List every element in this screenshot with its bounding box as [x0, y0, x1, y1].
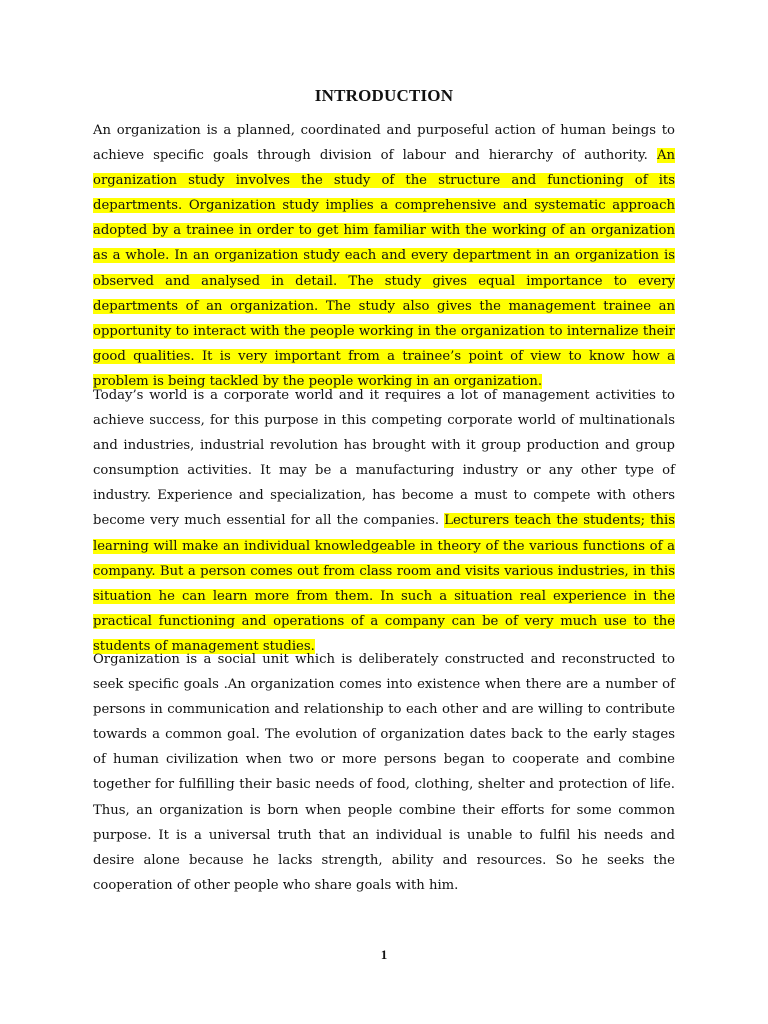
- page-number: 1: [380, 947, 388, 962]
- paragraph-1-text: An organization is a planned, coordinated and purposeful action of human beings to achieve specific goals through division of labour and hierarchy of authority.: [93, 123, 675, 164]
- paragraph-3: [93, 647, 675, 898]
- page-title: INTRODUCTION: [314, 86, 454, 105]
- paragraph-1: [93, 118, 675, 394]
- paragraph-3-text: Organization is a social unit which is deliberately constructed and reconstructed to seek specific goals .An organization comes into existence when there are a number of persons in communication and relationship to each other and are willing to contribute towards a common goal. The evolution of organization dates back to the early stages of human civilization when two or more persons began to cooperate and combine together for fulfilling their basic needs of food, clothing, shelter and protection of life. Thus, an organization is born when people combine their efforts for some common purpose. It is a universal truth that an individual is unable to fulfil his needs and desire alone because he lacks strength, ability and resources. So he seeks the cooperation of other people who share goals with him.: [93, 652, 675, 893]
- paragraph-2-text: Today’s world is a corporate world and it requires a lot of management activities to achieve success, for this purpose in this competing corporate world of multinationals and industries, industrial revolution has brought with it group production and group consumption activities. It may be a manufacturing industry or any other type of industry. Experience and specialization, has become a must to compete with others become very much essential for all the companies.: [93, 388, 675, 529]
- paragraph-2-highlighted-text: Lecturers teach the students; this learning will make an individual knowledgeable in theory of the various functions of a company. But a person comes out from class room and visits various industries, in this situation he can learn more from them. In such a situation real experience in the practical functioning and operations of a company can be of very much use to the students of management studies.: [93, 513, 676, 654]
- paragraph-2: [93, 383, 675, 659]
- paragraph-1-highlighted-text: An organization study involves the study of the structure and functioning of its departments. Organization study implies a comprehensive and systematic approach adopted by a trainee in order to get him familiar with the working of an organization as a whole. In an organization study each and every department in an organization is observed and analysed in detail. The study gives equal importance to every departments of an organization. The study also gives the management trainee an opportunity to interact with the people working in the organization to internalize their good qualities. It is very important from a trainee’s point of view to know how a problem is being tackled by the people working in an organization.: [93, 148, 675, 389]
